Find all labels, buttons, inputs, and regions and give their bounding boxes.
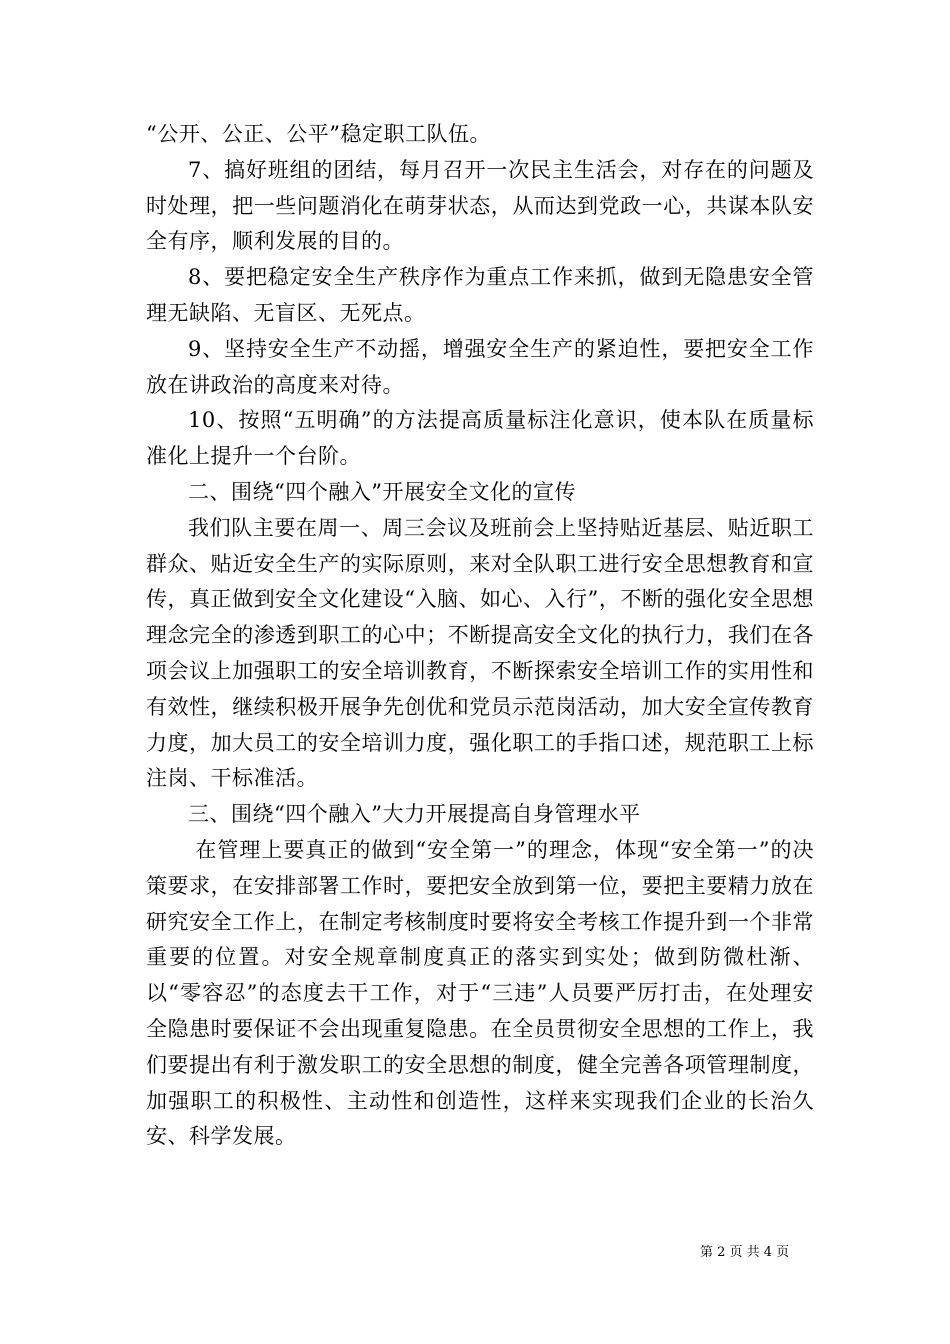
paragraph-continuation: “公开、公正、公平”稳定职工队伍。 (146, 122, 491, 146)
page-number-footer: 第 2 页 共 4 页 (700, 1245, 790, 1260)
paragraph-item-9: 9、坚持安全生产不动摇，增强安全生产的紧迫性，要把安全工作放在讲政治的高度来对待。 (146, 336, 814, 397)
section-heading-2: 二、围绕“四个融入”开展安全文化的宣传 (188, 479, 576, 504)
document-body (146, 117, 814, 1155)
paragraph-item-7: 7、搞好班组的团结，每月召开一次民主生活会，对存在的问题及时处理，把一些问题消化在萌芽状态，从而达到党政一心，共谋本队安全有序，顺利发展的目的。 (146, 157, 814, 254)
paragraph-section-2-body: 我们队主要在周一、周三会议及班前会上坚持贴近基层、贴近职工群众、贴近安全生产的实际原则，来对全队职工进行安全思想教育和宣传，真正做到安全文化建设“入脑、如心、入行”，不断的强化安全思想理念完全的渗透到职工的心中；不断提高安全文化的执行力，我们在各项会议上加强职工的安全培训教育，不断探索安全培训工作的实用性和有效性，继续积极开展争先创优和党员示范岗活动，加大安全宣传教育力度，加大员工的安全培训力度，强化职工的手指口述，规范职工上标注岗、干标准活。 (146, 515, 814, 791)
paragraph-item-8: 8、要把稳定安全生产秩序作为重点工作来抓，做到无隐患安全管理无缺陷、无盲区、无死点。 (146, 265, 814, 325)
section-heading-3: 三、围绕“四个融入”大力开展提高自身管理水平 (188, 802, 641, 827)
paragraph-item-10: 10、按照“五明确”的方法提高质量标注化意识，使本队在质量标准化上提升一个台阶。 (146, 408, 814, 469)
paragraph-section-3-body: 在管理上要真正的做到“安全第一”的理念，体现“安全第一”的决策要求，在安排部署工作时，要把安全放到第一位，要把主要精力放在研究安全工作上，在制定考核制度时要将安全考核工作提升到一个非常重要的位置。对安全规章制度真正的落实到实处；做到防微杜渐、以“零容忍”的态度去干工作，对于“三违”人员要严厉打击，在处理安全隐患时要保证不会出现重复隐患。在全员贯彻安全思想的工作上，我们要提出有利于激发职工的安全思想的制度，健全完善各项管理制度，加强职工的积极性、主动性和创造性，这样来实现我们企业的长治久安、科学发展。 (146, 837, 814, 1149)
